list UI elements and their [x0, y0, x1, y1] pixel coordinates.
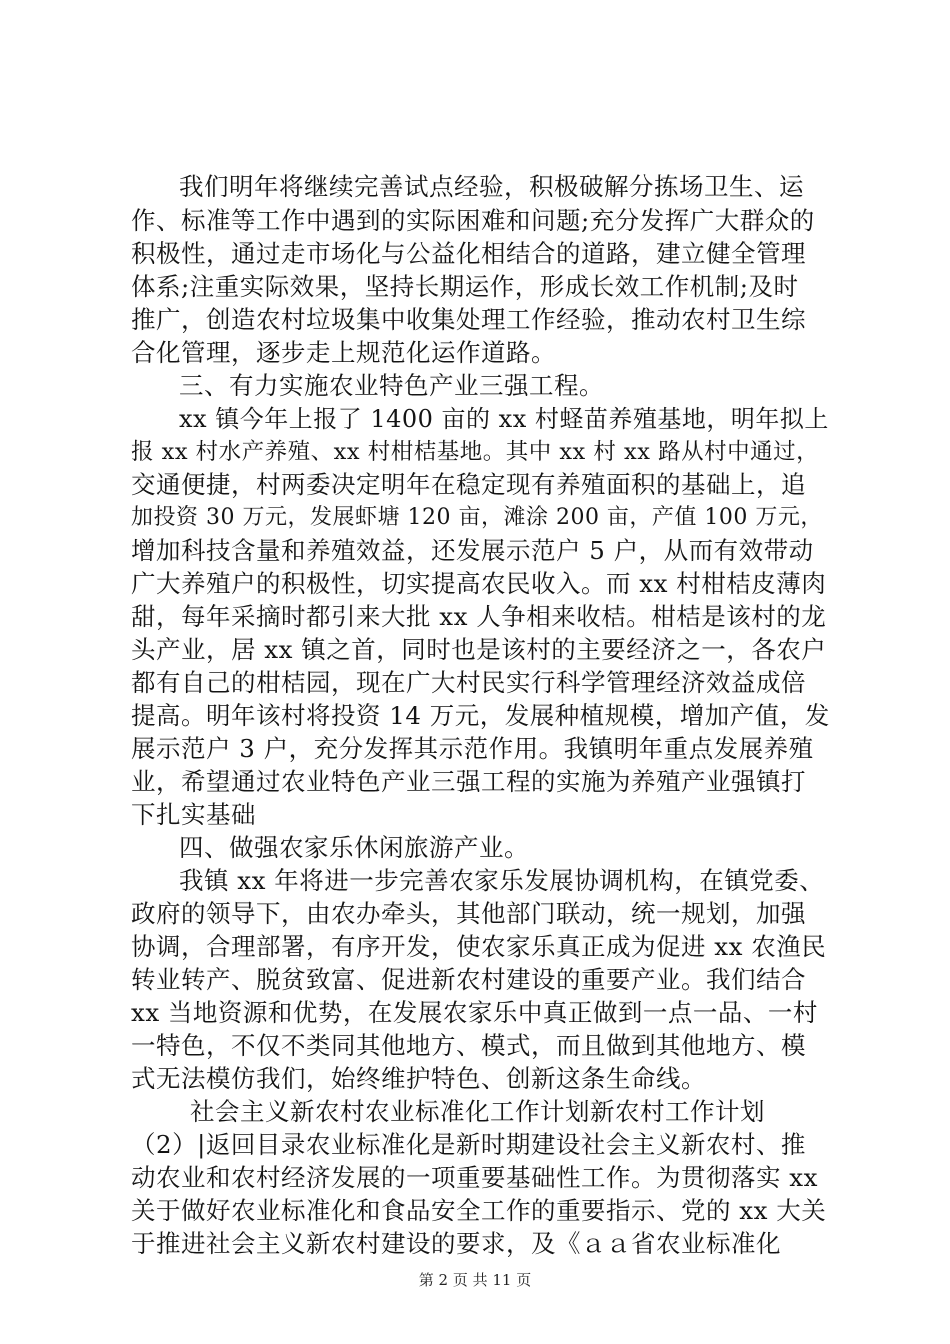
article-title: 社会主义新农村农业标准化工作计划新农村工作计划 — [190, 1097, 765, 1126]
text-line: xx 当地资源和优势，在发展农家乐中真正做到一点一品、一村 — [131, 998, 818, 1027]
text-line: 政府的领导下，由农办牵头，其他部门联动，统一规划，加强 — [131, 899, 806, 928]
text-line: 报 xx 村水产养殖、xx 村柑桔基地。其中 xx 村 xx 路从村中通过， — [131, 439, 820, 465]
text-line: 推广，创造农村垃圾集中收集处理工作经验，推动农村卫生综 — [131, 305, 806, 334]
text-line: 作、标准等工作中遇到的实际困难和问题;充分发挥广大群众的 — [131, 206, 815, 235]
text-line: 下扎实基础 — [131, 800, 256, 829]
text-line: 关于做好农业标准化和食品安全工作的重要指示、党的 xx 大关 — [131, 1196, 827, 1225]
text-line: 甜，每年采摘时都引来大批 xx 人争相来收桔。柑桔是该村的龙 — [131, 602, 827, 631]
text-line: 展示范户 3 户，充分发挥其示范作用。我镇明年重点发展养殖 — [131, 734, 814, 763]
text-line: 交通便捷，村两委决定明年在稳定现有养殖面积的基础上，追 — [131, 470, 806, 499]
text-line: xx 镇今年上报了 1400 亩的 xx 村蛏苗养殖基地，明年拟上 — [179, 405, 829, 433]
text-line: （2）|返回目录农业标准化是新时期建设社会主义新农村、推 — [131, 1130, 806, 1159]
text-line: 我们明年将继续完善试点经验，积极破解分拣场卫生、运 — [179, 172, 804, 201]
text-line: 业，希望通过农业特色产业三强工程的实施为养殖产业强镇打 — [131, 767, 806, 796]
text-line: 于推进社会主义新农村建设的要求，及《ａａ省农业标准化 — [131, 1229, 781, 1258]
section-heading: 三、有力实施农业特色产业三强工程。 — [179, 371, 604, 400]
text-line: 协调，合理部署，有序开发，使农家乐真正成为促进 xx 农渔民 — [131, 932, 827, 961]
text-line: 我镇 xx 年将进一步完善农家乐发展协调机构，在镇党委、 — [179, 866, 825, 895]
text-line: 头产业，居 xx 镇之首，同时也是该村的主要经济之一，各农户 — [131, 635, 827, 664]
text-line: 都有自己的柑桔园，现在广大村民实行科学管理经济效益成倍 — [131, 668, 806, 697]
text-line: 广大养殖户的积极性，切实提高农民收入。而 xx 村柑桔皮薄肉 — [131, 569, 827, 598]
page-footer: 第 2 页 共 11 页 — [418, 1271, 532, 1289]
text-line: 一特色，不仅不类同其他地方、模式，而且做到其他地方、模 — [131, 1031, 806, 1060]
text-line: 合化管理，逐步走上规范化运作道路。 — [131, 338, 556, 367]
text-line: 体系;注重实际效果，坚持长期运作，形成长效工作机制;及时 — [131, 272, 799, 301]
text-line: 积极性，通过走市场化与公益化相结合的道路，建立健全管理 — [131, 239, 806, 268]
text-line: 加投资 30 万元，发展虾塘 120 亩，滩涂 200 亩，产值 100 万元， — [131, 505, 823, 530]
text-line: 提高。明年该村将投资 14 万元，发展种植规模，增加产值，发 — [131, 701, 830, 730]
text-line: 转业转产、脱贫致富、促进新农村建设的重要产业。我们结合 — [131, 965, 806, 994]
section-heading: 四、做强农家乐休闲旅游产业。 — [179, 833, 529, 862]
text-line: 动农业和农村经济发展的一项重要基础性工作。为贯彻落实 xx — [131, 1163, 818, 1192]
text-line: 式无法模仿我们，始终维护特色、创新这条生命线。 — [131, 1064, 706, 1093]
text-line: 增加科技含量和养殖效益，还发展示范户 5 户，从而有效带动 — [131, 536, 814, 565]
